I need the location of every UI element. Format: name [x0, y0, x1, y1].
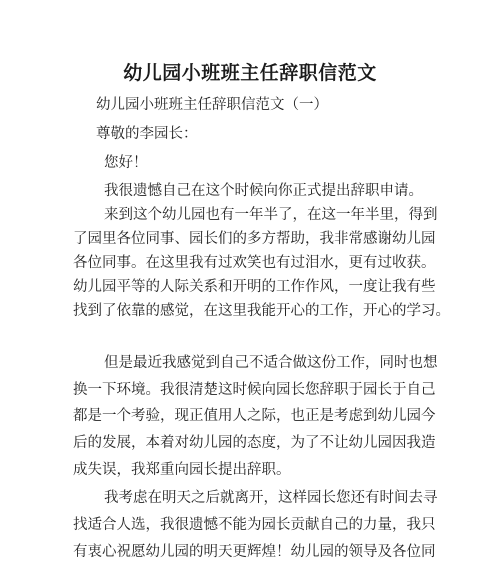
- paragraph-line: 但是最近我感觉到自己不适合做这份工作，同时也想: [104, 355, 438, 371]
- paragraph-line: 都是一个考验，现正值用人之际，也正是考虑到幼儿园今: [73, 408, 436, 424]
- document-title: 幼儿园小班班主任辞职信范文: [123, 62, 377, 84]
- paragraph-line: 换一下环境。我很清楚这时候向园长您辞职于园长于自己: [73, 382, 436, 398]
- paragraph-line: 成失误，我郑重向园长提出辞职。: [73, 462, 291, 478]
- paragraph-line: 了园里各位同事、园长们的多方帮助，我非常感谢幼儿园: [73, 231, 436, 247]
- paragraph-line: 有衷心祝愿幼儿园的明天更辉煌！幼儿园的领导及各位同: [73, 544, 436, 560]
- paragraph-line: 找适合人选，我很遗憾不能为园长贡献自己的力量，我只: [73, 517, 436, 533]
- paragraph-line: 找到了依靠的感觉，在这里我能开心的工作，开心的学习。: [73, 303, 450, 319]
- paragraph-line: 我考虑在明天之后就离开，这样园长您还有时间去寻: [104, 490, 438, 506]
- greeting-line: 您好！: [104, 155, 148, 171]
- paragraph-line: 各位同事。在这里我有过欢笑也有过泪水，更有过收获。: [73, 255, 436, 271]
- paragraph-line: 后的发展，本着对幼儿园的态度，为了不让幼儿园因我造: [73, 435, 436, 451]
- subtitle-line: 幼儿园小班班主任辞职信范文（一）: [96, 97, 328, 113]
- paragraph-line: 幼儿园平等的人际关系和开明的工作作风，一度让我有些: [73, 279, 436, 295]
- paragraph-line: 我很遗憾自己在这个时候向你正式提出辞职申请。: [104, 183, 423, 199]
- salutation-line: 尊敬的李园长：: [96, 126, 198, 142]
- paragraph-line: 来到这个幼儿园也有一年半了，在这一年半里，得到: [104, 207, 438, 223]
